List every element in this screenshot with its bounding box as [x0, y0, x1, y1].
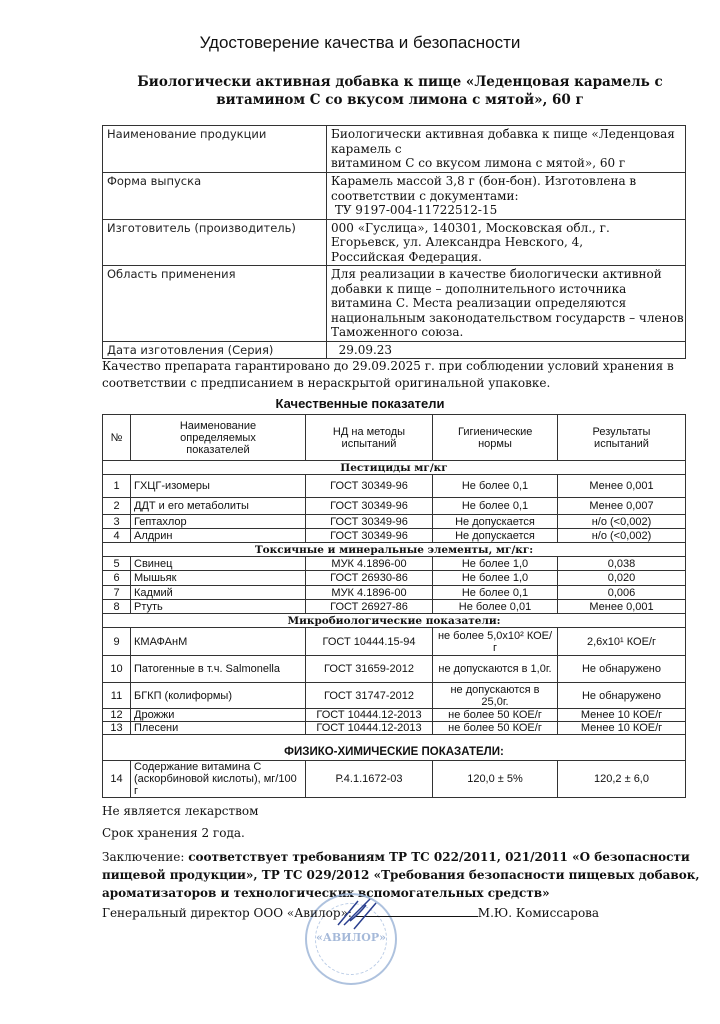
row-number: 14 [103, 761, 131, 798]
table-row [103, 557, 686, 571]
info-row [103, 126, 686, 173]
test-result: н/о (<0,002) [558, 529, 686, 543]
indicator-name: Плесени [131, 722, 306, 735]
test-method: ГОСТ 31747-2012 [306, 683, 433, 709]
test-result: Менее 10 КОЕ/г [558, 709, 686, 722]
handwritten-signature [330, 895, 390, 935]
section-row [103, 543, 686, 557]
signatory-role: Генеральный директор ООО «Авилор»: [102, 906, 356, 920]
test-method: ГОСТ 30349-96 [306, 529, 433, 543]
header-cell: НД на методы испытаний [306, 415, 433, 461]
section-heading: ФИЗИКО-ХИМИЧЕСКИЕ ПОКАЗАТЕЛИ: [103, 735, 686, 761]
table-header-row [103, 415, 686, 461]
section-row [103, 461, 686, 475]
section-row [103, 614, 686, 628]
header-cell: Наименование определяемых показателей [131, 415, 306, 461]
hygienic-norm: не более 50 КОЕ/г [433, 722, 558, 735]
test-method: ГОСТ 31659-2012 [306, 656, 433, 683]
test-result: 0,020 [558, 571, 686, 586]
hygienic-norm: не более 5,0х10² КОЕ/г [433, 628, 558, 656]
info-row [103, 219, 686, 266]
table-row [103, 709, 686, 722]
table-row [103, 515, 686, 529]
info-value-line: карамель с [331, 141, 402, 156]
hygienic-norm: Не более 1,0 [433, 571, 558, 586]
row-number: 1 [103, 475, 131, 498]
row-number: 9 [103, 628, 131, 656]
info-value-line: национальным законодательством государств – членов [331, 310, 684, 325]
test-method: ГОСТ 10444.15-94 [306, 628, 433, 656]
subtitle-line: витамином С со вкусом лимона с мятой», 60 г [216, 92, 584, 108]
info-label: Дата изготовления (Серия) [103, 341, 327, 359]
test-method: МУК 4.1896-00 [306, 586, 433, 600]
header-cell: Гигиенические нормы [433, 415, 558, 461]
conclusion-label: Заключение: [102, 850, 189, 864]
info-row [103, 341, 686, 359]
quality-indicators-table [102, 414, 686, 798]
info-value [327, 126, 686, 173]
hygienic-norm: Не допускается [433, 515, 558, 529]
hygienic-norm: не допускаются в 1,0г. [433, 656, 558, 683]
conclusion-text: соответствует требованиям ТР ТС 022/2011, 021/2011 «О безопасности пищевой продукции», ТР ТС 029/2012 «Требования безопасности пищевых добавок, ароматизаторов и технологических вспомогательных средств» [102, 850, 700, 900]
info-value-line: соответствии с документами: [331, 188, 519, 203]
test-method: ГОСТ 30349-96 [306, 498, 433, 515]
quality-guarantee-text: Качество препарата гарантировано до 29.09.2025 г. при соблюдении условий хранения в соответствии с предписанием в нераскрытой оригинальной упаковке. [102, 359, 674, 390]
info-value-line: Для реализации в качестве биологически активной [331, 267, 662, 281]
test-result: Менее 10 КОЕ/г [558, 722, 686, 735]
info-value-line: Егорьевск, ул. Александра Невского, 4, [331, 235, 584, 249]
info-value [327, 173, 686, 220]
indicator-name: Кадмий [131, 586, 306, 600]
section-heading: Пестициды мг/кг [103, 461, 686, 475]
test-method: ГОСТ 30349-96 [306, 515, 433, 529]
hygienic-norm: Не более 0,1 [433, 498, 558, 515]
hygienic-norm: не допускаются в 25,0г. [433, 683, 558, 709]
info-value [327, 266, 686, 342]
test-method: ГОСТ 26930-86 [306, 571, 433, 586]
table-row [103, 761, 686, 798]
quality-heading: Качественные показатели [275, 396, 445, 411]
signatory-name: М.Ю. Комиссарова [477, 906, 600, 920]
hygienic-norm: не более 50 КОЕ/г [433, 709, 558, 722]
indicator-name: Гептахлор [131, 515, 306, 529]
row-number: 2 [103, 498, 131, 515]
info-value [327, 219, 686, 266]
test-result: Не обнаружено [558, 683, 686, 709]
table-row [103, 475, 686, 498]
indicator-name: ДДТ и его метаболиты [131, 498, 306, 515]
hygienic-norm: Не более 1,0 [433, 557, 558, 571]
indicator-name: КМАФАнМ [131, 628, 306, 656]
info-value-line: добавки к пище – дополнительного источника [331, 281, 627, 296]
row-number: 13 [103, 722, 131, 735]
product-subtitle [110, 73, 690, 109]
section-row [103, 735, 686, 761]
indicator-name: БГКП (колиформы) [131, 683, 306, 709]
table-row [103, 498, 686, 515]
conclusion [102, 848, 702, 902]
info-value-line: Таможенного союза. [331, 325, 464, 339]
row-number: 12 [103, 709, 131, 722]
table-row [103, 586, 686, 600]
indicator-name: Алдрин [131, 529, 306, 543]
info-value-line: Российская Федерация. [331, 249, 482, 264]
info-value-line: ТУ 9197-004-11722512-15 [331, 203, 498, 217]
info-label: Форма выпуска [103, 173, 327, 220]
test-method: Р.4.1.1672-03 [306, 761, 433, 798]
row-number: 3 [103, 515, 131, 529]
info-value-line: 29.09.23 [331, 342, 393, 357]
info-value-line: витамина С. Места реализации определяются [331, 296, 627, 310]
hygienic-norm: Не более 0,01 [433, 600, 558, 614]
test-result: Менее 0,007 [558, 498, 686, 515]
row-number: 10 [103, 656, 131, 683]
indicator-name: ГХЦГ-изомеры [131, 475, 306, 498]
test-method: ГОСТ 26927-86 [306, 600, 433, 614]
table-row [103, 656, 686, 683]
row-number: 6 [103, 571, 131, 586]
info-value-line: 000 «Гуслица», 140301, Московская обл., г. [331, 220, 610, 235]
info-value [327, 341, 686, 359]
table-row [103, 722, 686, 735]
document-title: Удостоверение качества и безопасности [199, 33, 521, 52]
table-row [103, 529, 686, 543]
indicator-name: Мышьяк [131, 571, 306, 586]
row-number: 11 [103, 683, 131, 709]
info-value-line: Карамель массой 3,8 г (бон-бон). Изготовлена в [331, 174, 637, 188]
test-result: 0,038 [558, 557, 686, 571]
info-value-line: Биологически активная добавка к пище «Леденцовая [331, 127, 675, 141]
hygienic-norm: Не более 0,1 [433, 586, 558, 600]
product-info-table [102, 125, 686, 359]
table-row [103, 571, 686, 586]
row-number: 5 [103, 557, 131, 571]
hygienic-norm: Не более 0,1 [433, 475, 558, 498]
header-cell: Результаты испытаний [558, 415, 686, 461]
row-number: 8 [103, 600, 131, 614]
hygienic-norm: 120,0 ± 5% [433, 761, 558, 798]
info-row [103, 266, 686, 342]
table-row [103, 600, 686, 614]
row-number: 7 [103, 586, 131, 600]
indicator-name: Свинец [131, 557, 306, 571]
not-medicine-note: Не является лекарством [102, 804, 259, 818]
test-method: ГОСТ 10444.12-2013 [306, 722, 433, 735]
test-result: н/о (<0,002) [558, 515, 686, 529]
test-method: ГОСТ 10444.12-2013 [306, 709, 433, 722]
indicator-name: Патогенные в т.ч. Salmonella [131, 656, 306, 683]
info-label: Изготовитель (производитель) [103, 219, 327, 266]
section-heading: Токсичные и минеральные элементы, мг/кг: [103, 543, 686, 557]
indicator-name: Ртуть [131, 600, 306, 614]
hygienic-norm: Не допускается [433, 529, 558, 543]
indicator-name: Дрожжи [131, 709, 306, 722]
test-result: Менее 0,001 [558, 475, 686, 498]
row-number: 4 [103, 529, 131, 543]
test-result: Не обнаружено [558, 656, 686, 683]
section-heading: Микробиологические показатели: [103, 614, 686, 628]
table-row [103, 683, 686, 709]
test-result: 2,6х10¹ КОЕ/г [558, 628, 686, 656]
header-cell: № [103, 415, 131, 461]
test-result: 0,006 [558, 586, 686, 600]
test-result: Менее 0,001 [558, 600, 686, 614]
info-value-line: витамином С со вкусом лимона с мятой», 60 г [331, 156, 626, 170]
info-label: Наименование продукции [103, 126, 327, 173]
info-row [103, 173, 686, 220]
test-method: МУК 4.1896-00 [306, 557, 433, 571]
test-result: 120,2 ± 6,0 [558, 761, 686, 798]
shelf-life-note: Срок хранения 2 года. [102, 826, 245, 840]
stamp-text: «АВИЛОР» [316, 931, 386, 944]
indicator-name: Содержание витамина С (аскорбиновой кислоты), мг/100 г [131, 761, 306, 798]
test-method: ГОСТ 30349-96 [306, 475, 433, 498]
info-label: Область применения [103, 266, 327, 342]
subtitle-line: Биологически активная добавка к пище «Леденцовая карамель с [137, 74, 663, 90]
table-row [103, 628, 686, 656]
